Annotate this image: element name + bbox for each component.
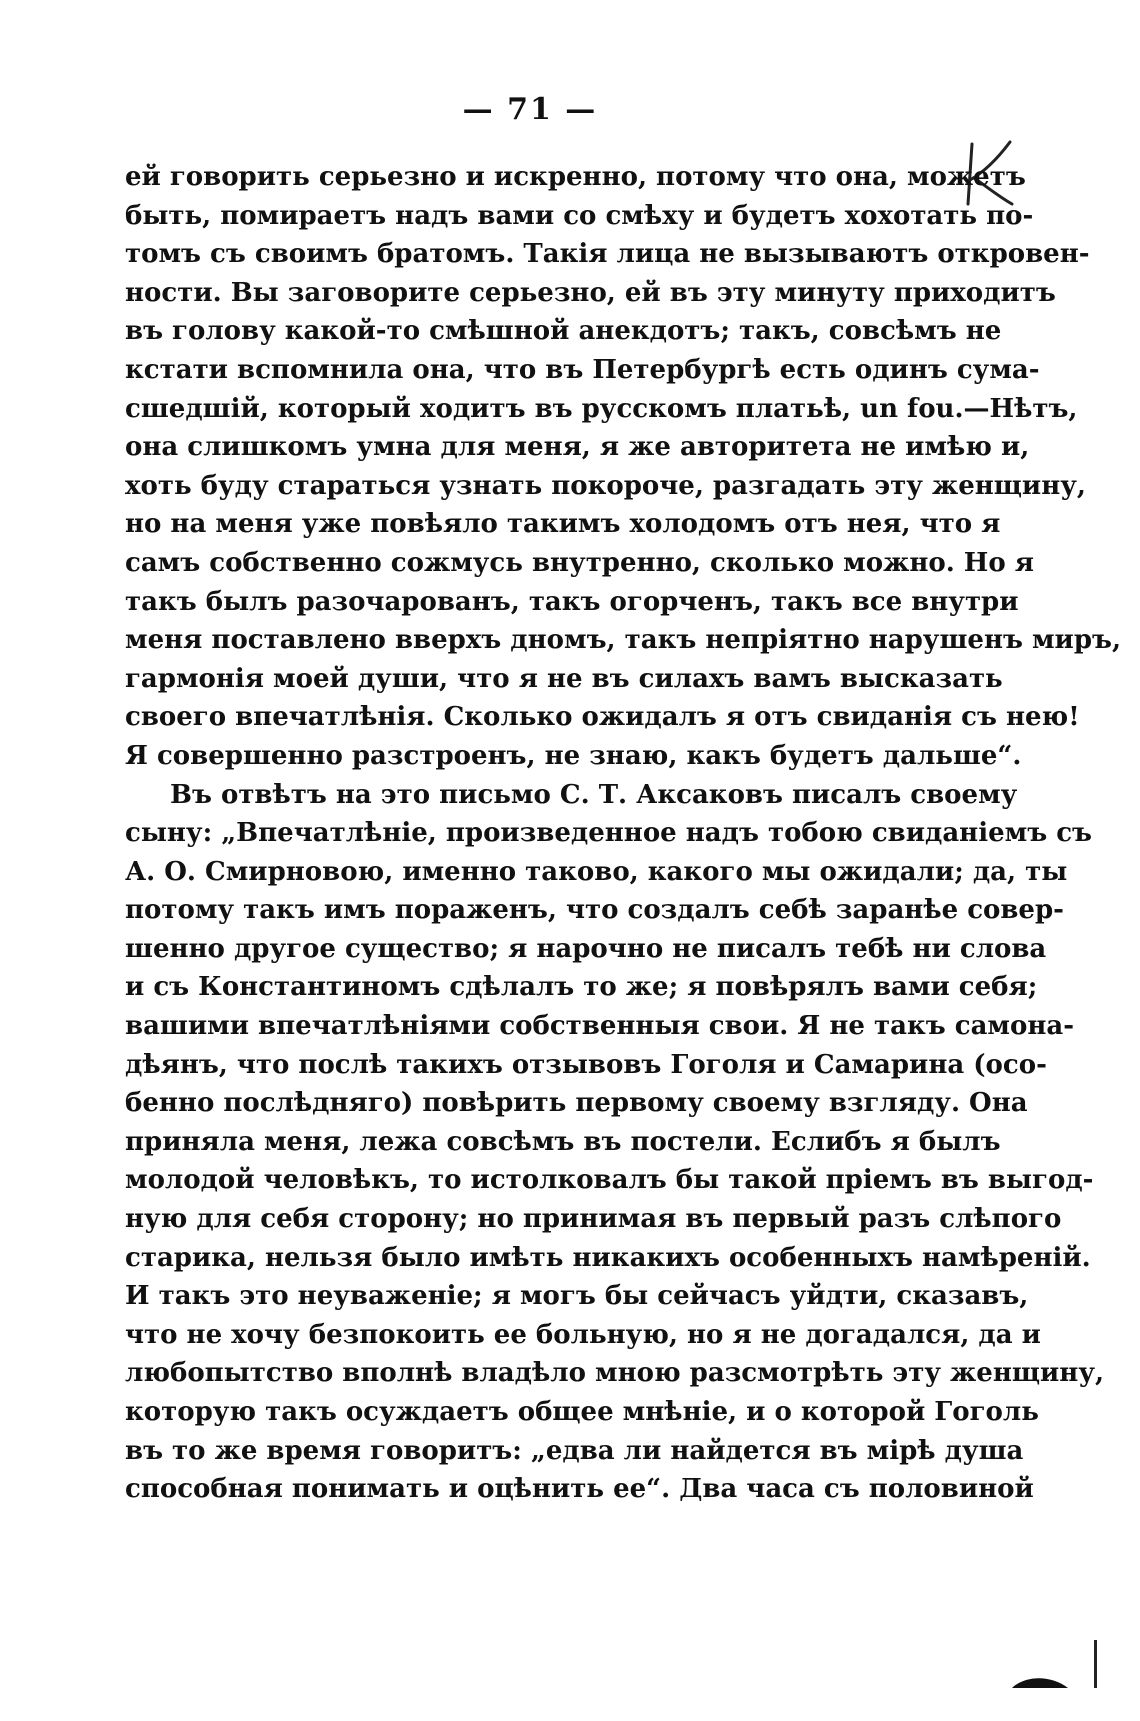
text-line: хоть буду стараться узнать покороче, разгадать эту женщину, <box>125 470 1086 501</box>
text-line: которую такъ осуждаетъ общее мнѣніе, и о которой Гоголь <box>125 1397 1039 1427</box>
text-line: сшедшій, который ходитъ въ русскомъ платьѣ, un fou.—Нѣтъ, <box>125 393 1078 424</box>
text-line: она слишкомъ умна для меня, я же авторитета не имѣю и, <box>125 432 1030 463</box>
text-line: шенно другое существо; я нарочно не писалъ тебѣ ни слова <box>125 933 1047 964</box>
text-line: потому такъ имъ пораженъ, что создалъ себѣ заранѣе совер- <box>125 895 1064 926</box>
margin-line <box>1094 1640 1097 1688</box>
ink-smudge-icon <box>1010 1672 1070 1692</box>
text-line: дѣянъ, что послѣ такихъ отзывовъ Гоголя и Самарина (осо- <box>125 1049 1047 1080</box>
text-line: ности. Вы заговорите серьезно, ей въ эту минуту приходитъ <box>125 277 1056 308</box>
page-number: — 71 — <box>462 92 598 127</box>
text-line: въ голову какой-то смѣшной анекдотъ; такъ, совсѣмъ не <box>125 316 1002 347</box>
text-line: ей говорить серьезно и искренно, потому что она, можетъ <box>125 162 1026 192</box>
text-line: способная понимать и оцѣнить ее“. Два часа съ половиной <box>125 1474 1034 1505</box>
body-text <box>125 158 1122 1509</box>
text-line: и съ Константиномъ сдѣлалъ то же; я повѣрялъ вами себя; <box>125 972 1038 1003</box>
text-line: кстати вспомнила она, что въ Петербургѣ есть одинъ сума- <box>125 354 1040 385</box>
text-line: приняла меня, лежа совсѣмъ въ постели. Еслибъ я былъ <box>125 1126 1001 1157</box>
text-line: бенно послѣдняго) повѣрить первому своему взгляду. Она <box>125 1088 1028 1119</box>
text-line: сыну: „Впечатлѣніе, произведенное надъ тобою свиданіемъ съ <box>125 818 1092 849</box>
text-line: меня поставлено вверхъ дномъ, такъ непріятно нарушенъ миръ, <box>125 625 1122 656</box>
text-line: что не хочу безпокоить ее больную, но я не догадался, да и <box>125 1319 1041 1350</box>
paragraph-2 <box>125 776 1105 1509</box>
text-line: А. О. Смирновою, именно таково, какого мы ожидали; да, ты <box>125 856 1068 887</box>
text-line: быть, помираетъ надъ вами со смѣху и будетъ хохотать по- <box>125 200 1034 231</box>
text-line: вашими впечатлѣніями собственныя свои. Я не такъ самона- <box>125 1011 1075 1042</box>
text-line: самъ собственно сожмусь внутренно, сколько можно. Но я <box>125 547 1034 578</box>
paragraph-1 <box>125 158 1122 776</box>
text-line: любопытство вполнѣ владѣло мною разсмотрѣть эту женщину, <box>125 1358 1105 1389</box>
text-line: но на меня уже повѣяло такимъ холодомъ отъ нея, что я <box>125 509 1001 540</box>
text-line: Я совершенно разстроенъ, не знаю, какъ будетъ дальше“. <box>125 740 1022 771</box>
text-line: гармонія моей души, что я не въ силахъ вамъ высказать <box>125 663 1003 694</box>
text-line: ную для себя сторону; но принимая въ первый разъ слѣпого <box>125 1204 1062 1235</box>
text-line: старика, нельзя было имѣть никакихъ особенныхъ намѣреній. <box>125 1242 1091 1273</box>
text-line: своего впечатлѣнія. Сколько ожидалъ я отъ свиданія съ нею! <box>125 702 1080 733</box>
text-line: такъ былъ разочарованъ, такъ огорченъ, такъ все внутри <box>125 586 1019 617</box>
text-line: въ то же время говоритъ: „едва ли найдется въ мірѣ душа <box>125 1435 1024 1466</box>
text-line: И такъ это неуваженіе; я могъ бы сейчасъ уйдти, сказавъ, <box>125 1281 1029 1312</box>
text-line: томъ съ своимъ братомъ. Такія лица не вызываютъ откровен- <box>125 239 1090 270</box>
text-line: Въ отвѣтъ на это письмо С. Т. Аксаковъ писалъ своему <box>170 779 1018 810</box>
text-line: молодой человѣкъ, то истолковалъ бы такой пріемъ въ выгод- <box>125 1165 1094 1196</box>
